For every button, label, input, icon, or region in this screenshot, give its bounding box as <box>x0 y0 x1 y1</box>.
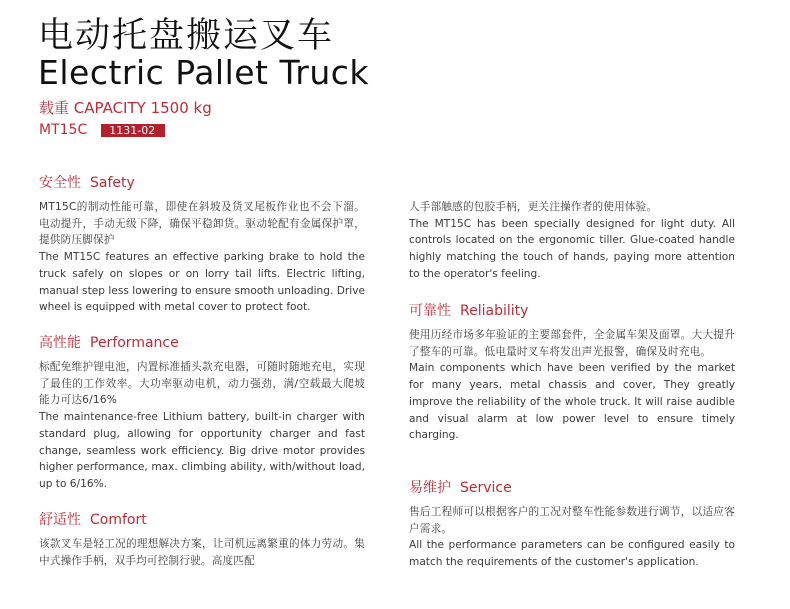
section-title-safety <box>39 172 365 192</box>
code-badge: 1131-02 <box>101 124 165 137</box>
section-performance <box>39 332 365 493</box>
performance-title-en: Performance <box>90 335 179 351</box>
section-comfort-continued <box>409 199 735 283</box>
comfort-title-cn: 舒适性 <box>39 512 81 528</box>
reliability-title-cn: 可靠性 <box>409 303 451 319</box>
section-comfort <box>39 509 365 569</box>
model-name: MT15C <box>39 122 88 138</box>
section-title-service <box>409 477 735 497</box>
section-reliability <box>409 300 735 444</box>
comfort-text-en: The MT15C has been specially designed for light duty. All controls located on the ergonomic tiller. Glue-coated handle highly matching the touch of hands, paying more attention to the operator's feeling. <box>409 217 735 280</box>
service-title-cn: 易维护 <box>409 480 451 496</box>
safety-text-en: The MT15C features an effective parking brake to hold the truck safely on slopes or on lorry tail lifts. Electric lifting, manual step less lowering to ensure smooth unloading. Drive wheel is equipped with metal cover to protect foot. <box>39 251 365 314</box>
comfort-text-cn-part1: 该款叉车是轻工况的理想解决方案，让司机远离繁重的体力劳动。集中式操作手柄，双手均可控制行驶。高度匹配 <box>39 538 365 567</box>
page-title-cn: 电动托盘搬运叉车 <box>38 16 335 56</box>
safety-text-cn: MT15C的制动性能可靠，即使在斜坡及货叉尾板作业也不会下溜。电动提升，手动无级下降，确保平稳卸货。驱动轮配有金属保护罩，提供防压脚保护 <box>39 201 365 247</box>
page-title-en: Electric Pallet Truck <box>38 53 370 92</box>
reliability-text-en: Main components which have been verified by the market for many years, metal chassis and cover, They greatly improve the reliability of the whole truck. It will raise audible and visual alarm at low power level to ensure timely charging. <box>409 362 735 442</box>
performance-text-cn: 标配免维护锂电池，内置标准插头款充电器，可随时随地充电，实现了最佳的工作效率。大功率驱动电机，动力强劲，满/空载最大爬坡能力可达6/16% <box>39 361 365 407</box>
capacity-label: 载重 CAPACITY 1500 kg <box>39 99 212 117</box>
safety-title-en: Safety <box>90 175 135 191</box>
performance-text-en: The maintenance-free Lithium battery, built-in charger with standard plug, allowing for opportunity charger and fast change, seamless work efficiency. Big drive motor provides higher performance, max. climbing ability, with/without load, up to 6/16%. <box>39 411 365 490</box>
service-title-en: Service <box>460 480 512 496</box>
model-row <box>39 120 165 140</box>
section-title-comfort <box>39 509 365 529</box>
safety-title-cn: 安全性 <box>39 175 81 191</box>
reliability-title-en: Reliability <box>460 303 529 319</box>
performance-title-cn: 高性能 <box>39 335 81 351</box>
section-title-performance <box>39 332 365 352</box>
section-safety <box>39 172 365 316</box>
section-title-reliability <box>409 300 735 320</box>
comfort-text-cn-part2: 人手部触感的包胶手柄，更关注操作者的使用体验。 <box>409 201 658 213</box>
section-service <box>409 477 735 571</box>
reliability-text-cn: 使用历经市场多年验证的主要部套件，全金属车架及面罩。大大提升了整车的可靠。低电量时叉车将发出声光报警，确保及时充电。 <box>409 329 735 358</box>
comfort-title-en: Comfort <box>90 512 147 528</box>
service-text-cn: 售后工程师可以根据客户的工况对整车性能参数进行调节，以适应客户需求。 <box>409 506 735 535</box>
service-text-en: All the performance parameters can be configured easily to match the requirements of the customer's application. <box>409 539 735 569</box>
